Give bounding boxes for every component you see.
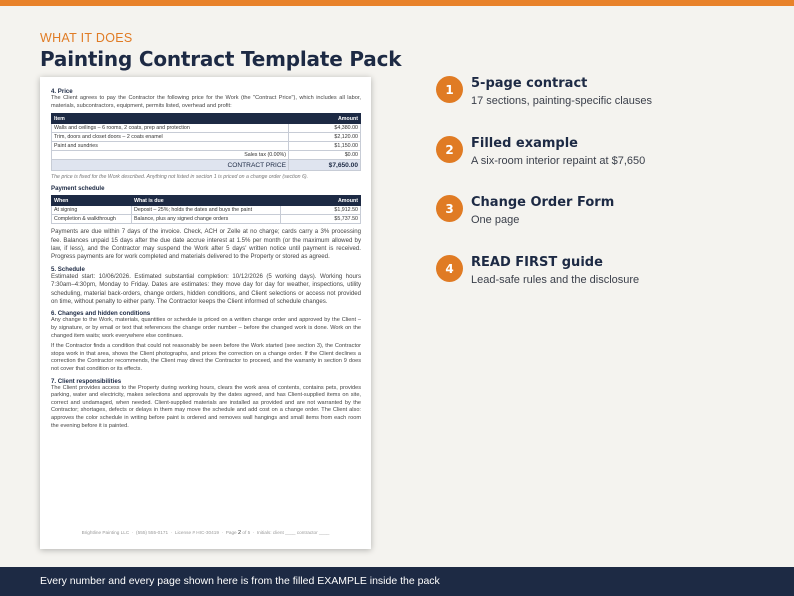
doc-footer: Brightline Painting LLC · (555) 555-0171 · License # HIC-30419 · Page 2 of 5 · Initials: client ____ contractor ____ <box>81 530 330 536</box>
table-cell: $2,120.00 <box>289 133 361 142</box>
schedule-heading: 5. Schedule <box>51 265 85 273</box>
table-row <box>52 215 361 224</box>
table-cell: Paint and sundries <box>52 142 289 151</box>
table-row <box>52 124 361 133</box>
client-responsibilities-text: The Client provides access to the Property during working hours, clears the work area of contents, contains pets, provides parking, water and electricity, makes selections and approvals by the dates agreed, and has Client-supplied items on site, correct and undamaged, when needed. Client-supplied materials are installed as provided and are not warranted by the Contractor; shortages, defects or delays in them may move the schedule and add cost on a change order. The Client also: approves the color schedule in writing before paint is ordered and removes wall hangings and small items from each room the evening before it is painted. <box>51 384 361 429</box>
total-label: CONTRACT PRICE <box>52 160 289 171</box>
payment-table <box>51 195 361 224</box>
table-cell: $1,150.00 <box>289 142 361 151</box>
feature-item <box>436 255 639 286</box>
feature-number-badge: 1 <box>436 76 463 103</box>
table-cell: At signing <box>52 206 132 215</box>
changes-heading: 6. Changes and hidden conditions <box>51 310 151 318</box>
feature-title: 5-page contract <box>471 76 588 91</box>
feature-number-badge: 4 <box>436 255 463 282</box>
payment-schedule-heading: Payment schedule <box>51 185 105 193</box>
feature-number-badge: 2 <box>436 136 463 163</box>
changes-text-2: If the Contractor finds a condition that could not reasonably be seen before the Work started (see section 3), the Contractor stops work in that area, shows the Client photographs, and prices the correction on a change order. If the Client declines a correction the Contractor recommends, the Client may direct the Contractor to proceed, and the warranty in section 9 does not cover that condition or its effects. <box>51 343 361 372</box>
footer-page-prefix: Page <box>225 530 237 535</box>
top-accent-bar <box>0 0 794 6</box>
feature-title: Change Order Form <box>471 195 615 210</box>
feature-title: Filled example <box>471 136 578 151</box>
contract-page-preview <box>40 77 371 549</box>
total-row <box>52 160 361 171</box>
feature-subtitle: Lead-safe rules and the disclosure <box>471 274 640 286</box>
price-heading: 4. Price <box>51 88 73 95</box>
table-cell: Completion & walkthrough <box>52 215 132 224</box>
feature-subtitle: 17 sections, painting-specific clauses <box>471 95 652 107</box>
table-cell: Balance, plus any signed change orders <box>132 215 281 224</box>
client-responsibilities-heading: 7. Client responsibilities <box>51 377 122 385</box>
price-col-item: Item <box>52 114 289 124</box>
price-note: The price is fixed for the Work described. Anything not listed in section 1 is priced on a change order (section 6). <box>51 174 309 181</box>
bottom-disclaimer-bar <box>0 567 794 596</box>
feature-subtitle: A six-room interior repaint at $7,650 <box>471 155 646 167</box>
footer-initials: Initials: client ____ contractor ____ <box>256 530 330 535</box>
price-table <box>51 113 361 171</box>
table-row <box>52 142 361 151</box>
footer-phone: (555) 555-0171 <box>136 530 169 535</box>
footer-page-number: 2 <box>237 530 242 536</box>
price-intro: The Client agrees to pay the Contractor the following price for the Work (the "Contract Price"), which includes all labor, materials, subcontractors, equipment, permits listed, overhead and profit: <box>51 95 361 109</box>
table-cell: $4,380.00 <box>289 124 361 133</box>
changes-text-1: Any change to the Work, materials, quantities or schedule is priced on a written change order and approved by the Client – by signature, or by email or text that references the change order number – before the changed work is done. Work on the changed item waits; work everywhere else continues. <box>51 317 361 339</box>
tax-row <box>52 151 361 160</box>
table-cell: $1,912.50 <box>281 206 361 215</box>
schedule-text: Estimated start: 10/06/2026. Estimated substantial completion: 10/12/2026 (5 working days). Working hours 7:30am–4:30pm, Monday to Friday. Dates are estimates: they move day for day for weather, inspections, utility scheduling, material back-orders, change orders, hidden conditions, and Client selections or access not provided on time, without penalty to either party. The Contractor keeps the Client informed of schedule changes. <box>51 272 361 306</box>
payment-terms: Payments are due within 7 days of the invoice. Check, ACH or Zelle at no charge; cards carry a 3% processing fee. Balances unpaid 15 days after the due date accrue interest at 1.5% per month (or the maximum allowed by law, if less), and the Contractor may suspend the Work after 5 days' written notice until payment is received. Progress payments are for work completed and materials delivered to the Property or stored as agreed. <box>51 228 361 261</box>
table-row <box>52 206 361 215</box>
footer-page-of: of 5 <box>242 530 251 535</box>
footer-company: Brightline Painting LLC <box>81 530 130 535</box>
table-cell: $5,737.50 <box>281 215 361 224</box>
feature-item <box>436 76 652 107</box>
pay-col-when: When <box>52 196 132 206</box>
feature-subtitle: One page <box>471 214 520 226</box>
feature-title: READ FIRST guide <box>471 255 603 270</box>
table-cell: Trim, doors and closet doors – 2 coats enamel <box>52 133 289 142</box>
pay-col-amount: Amount <box>281 196 361 206</box>
table-cell: Deposit – 25%; holds the dates and buys the paint <box>132 206 281 215</box>
feature-item <box>436 195 614 226</box>
section-kicker: WHAT IT DOES <box>40 31 133 45</box>
bottom-disclaimer-text: Every number and every page shown here is from the filled EXAMPLE inside the pack <box>40 575 440 587</box>
feature-number-badge: 3 <box>436 195 463 222</box>
table-row <box>52 133 361 142</box>
price-col-amount: Amount <box>289 114 361 124</box>
tax-label: Sales tax (0.00%) <box>52 151 289 160</box>
tax-value: $0.00 <box>289 151 361 160</box>
total-value: $7,650.00 <box>289 160 361 171</box>
table-cell: Walls and ceilings – 6 rooms, 2 coats, prep and protection <box>52 124 289 133</box>
feature-item <box>436 136 645 167</box>
page-title: Painting Contract Template Pack <box>40 47 402 71</box>
footer-license: License # HIC-30419 <box>174 530 219 535</box>
pay-col-what: What is due <box>132 196 281 206</box>
